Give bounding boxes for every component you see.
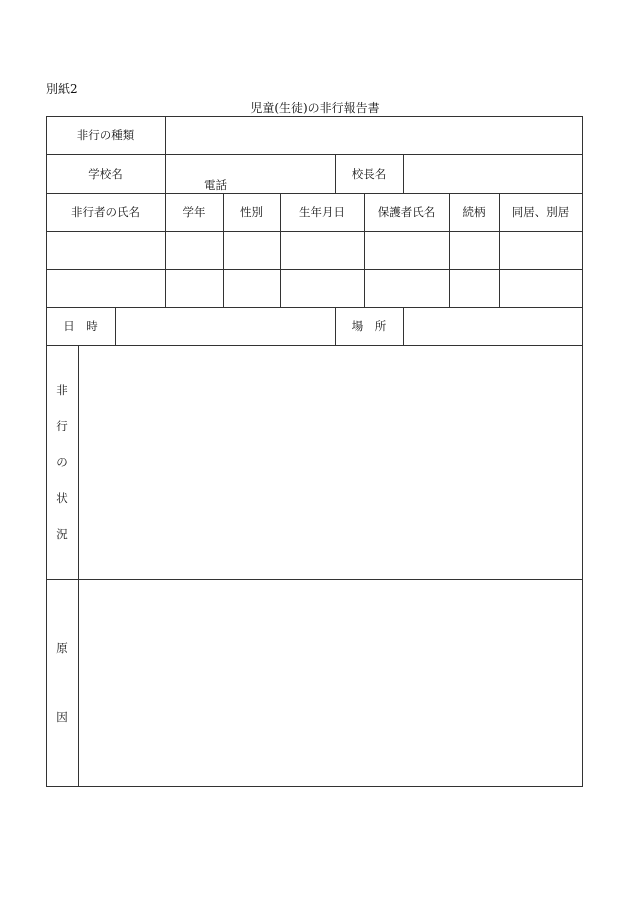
- principal-label: 校長名: [335, 154, 404, 194]
- header-grade: 学年: [165, 193, 224, 232]
- living-arrangement-field[interactable]: [499, 231, 583, 270]
- offender-name-field[interactable]: [46, 269, 166, 308]
- appendix-label: 別紙2: [46, 82, 78, 96]
- datetime-field[interactable]: [115, 307, 336, 346]
- relationship-field[interactable]: [449, 269, 500, 308]
- situation-label-char: 行: [56, 418, 68, 433]
- grade-field[interactable]: [165, 231, 224, 270]
- situation-label: [46, 345, 79, 580]
- guardian-name-field[interactable]: [364, 231, 450, 270]
- delinquency-type-field[interactable]: [165, 116, 583, 155]
- living-arrangement-field[interactable]: [499, 269, 583, 308]
- situation-label-char: 況: [56, 527, 68, 542]
- place-label: 場 所: [335, 307, 404, 346]
- header-offender-name: 非行者の氏名: [46, 193, 166, 232]
- birthdate-field[interactable]: [280, 231, 365, 270]
- place-field[interactable]: [403, 307, 583, 346]
- birthdate-field[interactable]: [280, 269, 365, 308]
- header-relationship: 続柄: [449, 193, 500, 232]
- header-gender: 性別: [223, 193, 281, 232]
- report-form: [46, 116, 583, 787]
- situation-label-char: 非: [56, 382, 68, 397]
- cause-field[interactable]: [78, 579, 583, 787]
- principal-field[interactable]: [403, 154, 583, 194]
- phone-label: 電話: [204, 178, 227, 192]
- school-name-field[interactable]: [165, 154, 336, 194]
- header-guardian-name: 保護者氏名: [364, 193, 450, 232]
- guardian-name-field[interactable]: [364, 269, 450, 308]
- cause-label: [46, 579, 79, 787]
- gender-field[interactable]: [223, 231, 281, 270]
- document-title: 児童(生徒)の非行報告書: [250, 101, 380, 115]
- datetime-label: 日 時: [46, 307, 116, 346]
- situation-label-char: の: [56, 454, 68, 469]
- delinquency-type-label: 非行の種類: [46, 116, 166, 155]
- situation-label-char: 状: [56, 491, 68, 506]
- situation-field[interactable]: [78, 345, 583, 580]
- cause-label-char: 原: [56, 641, 68, 655]
- offender-name-field[interactable]: [46, 231, 166, 270]
- relationship-field[interactable]: [449, 231, 500, 270]
- grade-field[interactable]: [165, 269, 224, 308]
- header-living-arrangement: 同居、別居: [499, 193, 583, 232]
- school-name-label: 学校名: [46, 154, 166, 194]
- gender-field[interactable]: [223, 269, 281, 308]
- cause-label-char: 因: [56, 710, 68, 724]
- header-birthdate: 生年月日: [280, 193, 365, 232]
